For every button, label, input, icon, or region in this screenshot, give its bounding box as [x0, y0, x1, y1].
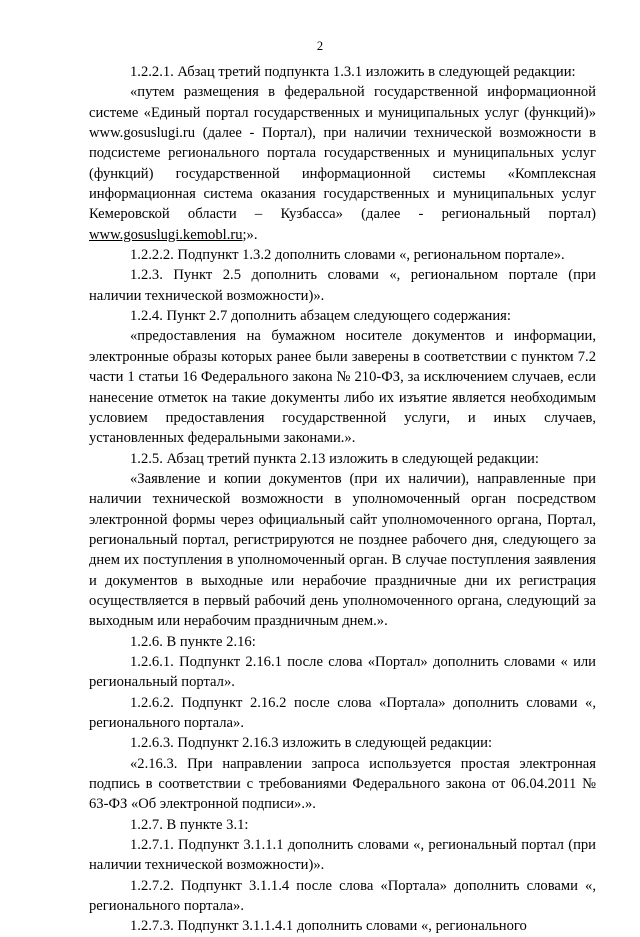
- portal-quote-text: «путем размещения в федеральной государственной информационной системе «Единый портал государственных и муниципальных услуг (функций)» www.gosuslugi.ru (далее - Портал), при наличии технической возможности в подсистеме регионального портала государственных и муниципальных услуг (функций) государственной информационной системы «Комплексная информационная система оказания государственных и муниципальных услуг Кемеровской области – Кузбасса» (далее - региональный портал): [89, 84, 596, 223]
- paragraph-2-13-quote: «Заявление и копии документов (при их наличии), направленные при наличии технической возможности в уполномоченный орган посредством электронной формы через официальный сайт уполномоченного органа, Портал, региональный портал, регистрируются не позднее рабочего дня, следующего за днем их поступления в уполномоченный орган. В случае поступления заявления и документов в выходные или нерабочие праздничные дни их регистрация осуществляется в первый рабочий день уполномоченного органа, следующий за выходным или нерабочим праздничным днем.».: [89, 470, 596, 630]
- page-number: 2: [316, 39, 324, 53]
- paragraph-2-7-quote: «предоставления на бумажном носителе документов и информации, электронные образы которых ранее были заверены в соответствии с пунктом 7.2 части 1 статьи 16 Федерального закона № 210-ФЗ, за исключением случаев, если нанесение отметок на такие документы либо их изъятие является необходимым условием предоставления государственной услуги, и иных случаев, установленных федеральными законами.».: [89, 328, 596, 447]
- paragraph-2-16-3-quote: «2.16.3. При направлении запроса используется простая электронная подпись в соответствии с требованиями Федерального закона от 06.04.2011 № 63-ФЗ «Об электронной подписи».».: [89, 755, 596, 813]
- paragraph-1-2-7-2: 1.2.7.2. Подпункт 3.1.1.4 после слова «Портала» дополнить словами «, регионального портала».: [89, 877, 596, 915]
- paragraph-1-2-7-1: 1.2.7.1. Подпункт 3.1.1.1 дополнить словами «, региональный портал (при наличии технической возможности)».: [89, 837, 596, 874]
- paragraph-1-2-2-2: 1.2.2.2. Подпункт 1.3.2 дополнить словами «, региональном портале».: [130, 247, 565, 264]
- paragraph-1-2-7: 1.2.7. В пункте 3.1:: [130, 816, 249, 833]
- paragraph-portal-quote: [89, 82, 596, 245]
- paragraph-1-2-7-3: 1.2.7.3. Подпункт 3.1.1.4.1 дополнить словами «, регионального: [130, 918, 527, 935]
- document-body: [89, 62, 596, 937]
- paragraph-1-2-6-1: 1.2.6.1. Подпункт 2.16.1 после слова «Портал» дополнить словами « или региональный портал».: [89, 653, 596, 691]
- paragraph-1-2-6-2: 1.2.6.2. Подпункт 2.16.2 после слова «Портала» дополнить словами «, регионального портала».: [89, 694, 596, 731]
- paragraph-1-2-3: 1.2.3. Пункт 2.5 дополнить словами «, региональном портале (при наличии технической возможности)».: [89, 267, 596, 304]
- paragraph-1-2-2-1: 1.2.2.1. Абзац третий подпункта 1.3.1 изложить в следующей редакции:: [130, 64, 576, 80]
- paragraph-1-2-6-3: 1.2.6.3. Подпункт 2.16.3 изложить в следующей редакции:: [130, 735, 493, 752]
- paragraph-1-2-4: 1.2.4. Пункт 2.7 дополнить абзацем следующего содержания:: [130, 308, 511, 325]
- paragraph-1-2-6: 1.2.6. В пункте 2.16:: [130, 633, 256, 650]
- regional-portal-link[interactable]: www.gosuslugi.kemobl.ru: [89, 226, 243, 243]
- portal-quote-end: ;».: [242, 226, 258, 243]
- paragraph-1-2-5: 1.2.5. Абзац третий пункта 2.13 изложить в следующей редакции:: [130, 450, 539, 467]
